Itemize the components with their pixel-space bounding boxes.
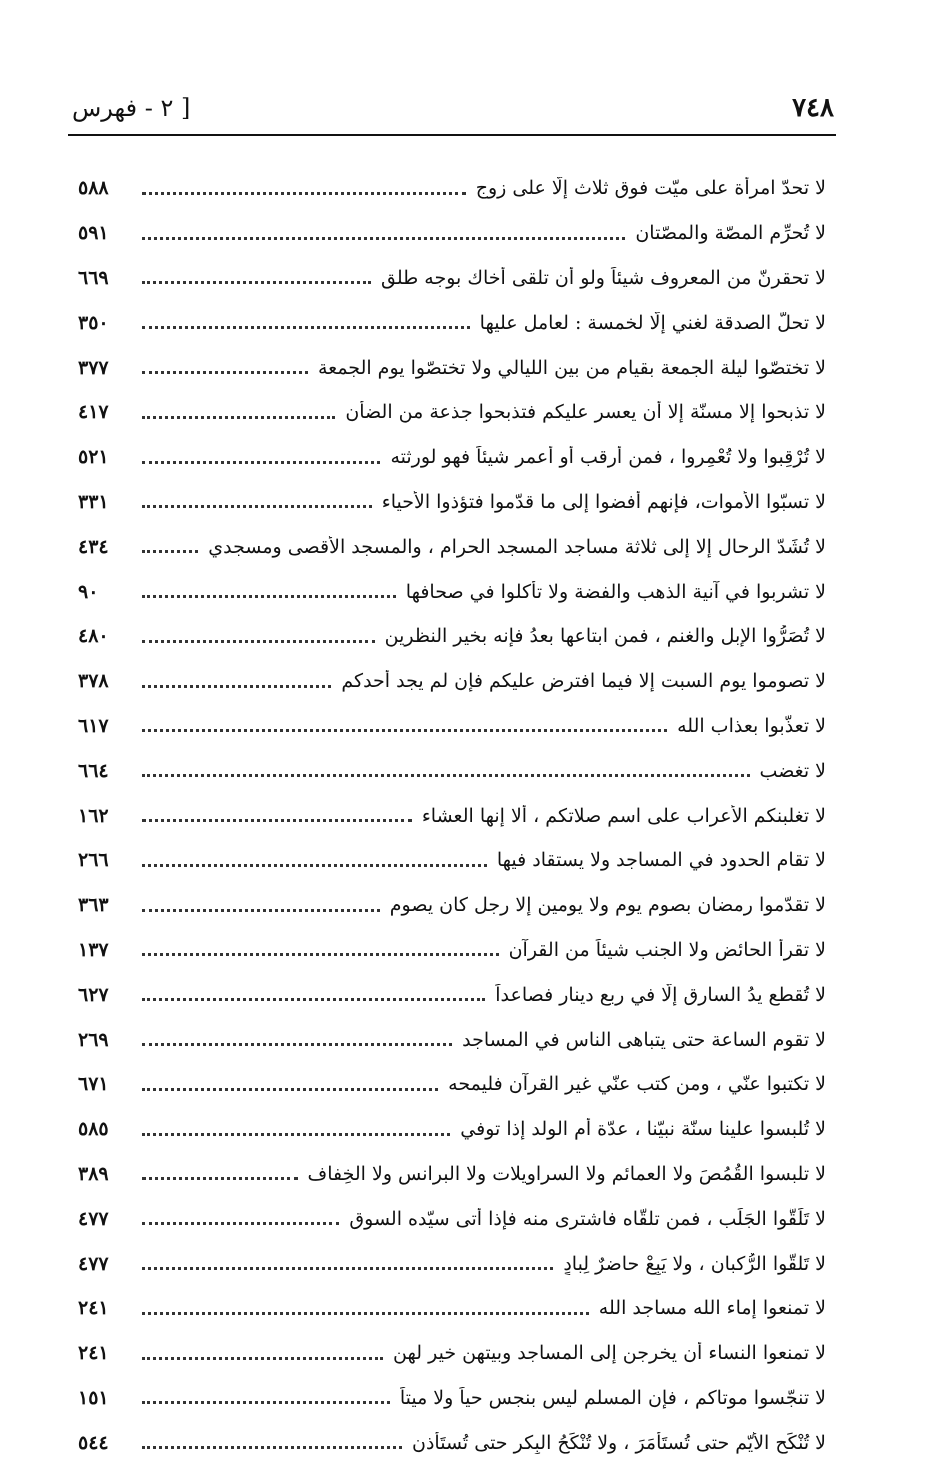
entry-page-number: ١٥١ [78, 1386, 109, 1409]
index-list [78, 166, 826, 1465]
entry-text: لا تغلبنكم الأعراب على اسم صلاتكم ، ألا إنها العشاء [421, 804, 826, 827]
dot-leader [142, 953, 499, 956]
entry-text: لا تُلبسوا علينا سنّة نبيّنا ، عدّة أم الولد إذا توفي [460, 1118, 826, 1141]
dot-leader [142, 237, 625, 240]
entry-page-number: ٢٦٦ [78, 849, 109, 872]
index-entry [78, 1241, 826, 1286]
index-entry [78, 1331, 826, 1376]
dot-leader [142, 1043, 452, 1046]
index-entry [78, 883, 826, 928]
entry-text: لا تغضب [759, 759, 826, 782]
entry-text: لا تقدّموا رمضان بصوم يوم ولا يومين إلا رجل كان يصوم [389, 894, 826, 917]
entry-page-number: ٣٥٠ [78, 311, 109, 334]
dot-leader [142, 505, 372, 508]
dot-leader [142, 864, 487, 867]
entry-page-number: ٤٧٧ [78, 1252, 109, 1275]
header-rule [68, 134, 836, 136]
running-head: [ ٢ - فهرس [72, 94, 191, 122]
index-entry [78, 1286, 826, 1331]
entry-text: لا تقام الحدود في المساجد ولا يستقاد فيها [496, 849, 826, 872]
index-entry [78, 300, 826, 345]
index-entry [78, 972, 826, 1017]
entry-text: لا تنجّسوا موتاكم ، فإن المسلم ليس بنجس حياً ولا ميتاً [399, 1386, 826, 1409]
entry-text: لا تشربوا في آنية الذهب والفضة ولا تأكلوا في صحافها [405, 580, 826, 603]
index-entry [78, 166, 826, 211]
dot-leader [142, 461, 380, 464]
dot-leader [142, 774, 750, 777]
index-entry [78, 345, 826, 390]
entry-text: لا تعذّبوا بعذاب الله [677, 714, 826, 737]
entry-page-number: ٥٢١ [78, 446, 109, 469]
index-entry [78, 256, 826, 301]
dot-leader [142, 1133, 450, 1136]
entry-page-number: ٣٦٣ [78, 894, 109, 917]
dot-leader [142, 640, 375, 643]
index-entry [78, 704, 826, 749]
entry-page-number: ٩٠ [78, 580, 99, 603]
entry-text: لا تُرْقِبوا ولا تُعْمِروا ، فمن أرقب أو أعمر شيئاً فهو لورثته [390, 446, 826, 469]
index-entry [78, 1062, 826, 1107]
entry-page-number: ٤٨٠ [78, 625, 109, 648]
entry-page-number: ٤٧٧ [78, 1207, 109, 1230]
entry-text: لا تذبحوا إلا مسنّة إلا أن يعسر عليكم فتذبحوا جذعة من الضأن [345, 401, 826, 424]
dot-leader [142, 819, 412, 822]
index-entry [78, 524, 826, 569]
dot-leader [142, 281, 371, 284]
entry-text: لا تَلقّوا الرُّكبان ، ولا يَبِعْ حاضرٌ لِبادٍ [563, 1252, 826, 1275]
index-entry [78, 748, 826, 793]
entry-page-number: ٣٣١ [78, 490, 109, 513]
entry-text: لا تحقرنّ من المعروف شيئاً ولو أن تلقى أخاك بوجه طلق [380, 266, 826, 289]
entry-page-number: ٥٨٨ [78, 177, 109, 200]
dot-leader [142, 1357, 383, 1360]
entry-page-number: ٥٨٥ [78, 1118, 109, 1141]
dot-leader [142, 998, 485, 1001]
page-number: ٧٤٨ [792, 93, 834, 123]
index-entry [78, 1376, 826, 1421]
entry-page-number: ١٦٢ [78, 804, 109, 827]
entry-page-number: ٢٦٩ [78, 1028, 109, 1051]
dot-leader [142, 909, 380, 912]
index-entry [78, 569, 826, 614]
index-entry [78, 1420, 826, 1465]
entry-text: لا تحلّ الصدقة لغني إلّا لخمسة : لعامل عليها [479, 311, 826, 334]
entry-page-number: ٦٢٧ [78, 983, 109, 1006]
entry-text: لا تسبّوا الأموات، فإنهم أفضوا إلى ما قدّموا فتؤذوا الأحياء [381, 490, 826, 513]
entry-text: لا تقوم الساعة حتى يتباهى الناس في المساجد [462, 1028, 826, 1051]
entry-page-number: ١٣٧ [78, 938, 109, 961]
dot-leader [142, 550, 198, 553]
entry-page-number: ٣٨٩ [78, 1162, 109, 1185]
dot-leader [142, 595, 396, 598]
entry-text: لا تختصّوا ليلة الجمعة بقيام من بين الليالي ولا تختصّوا يوم الجمعة [317, 356, 826, 379]
dot-leader [142, 1401, 390, 1404]
dot-leader [142, 1222, 339, 1225]
dot-leader [142, 1088, 438, 1091]
entry-page-number: ٢٤١ [78, 1342, 109, 1365]
index-entry [78, 838, 826, 883]
dot-leader [142, 1312, 589, 1315]
dot-leader [142, 1267, 553, 1270]
index-entry [78, 793, 826, 838]
index-entry [78, 928, 826, 973]
index-entry [78, 390, 826, 435]
entry-text: لا تُحرِّم المصّة والمصّتان [635, 222, 826, 245]
entry-page-number: ٤١٧ [78, 401, 109, 424]
index-entry [78, 1196, 826, 1241]
entry-text: لا تمنعوا إماء الله مساجد الله [598, 1297, 826, 1320]
dot-leader [142, 326, 470, 329]
dot-leader [142, 192, 466, 195]
index-entry [78, 480, 826, 525]
index-entry [78, 1152, 826, 1197]
dot-leader [142, 1446, 402, 1449]
entry-page-number: ٥٩١ [78, 222, 109, 245]
entry-page-number: ٣٧٨ [78, 670, 109, 693]
entry-text: لا تُقطع يدُ السارق إلّا في ربع دينار فصاعداً [495, 983, 826, 1006]
entry-text: لا تُشَدّ الرحال إلا إلى ثلاثة مساجد المسجد الحرام ، والمسجد الأقصى ومسجدي [208, 535, 826, 558]
entry-text: لا تقرأ الحائض ولا الجنب شيئاً من القرآن [508, 938, 826, 961]
entry-text: لا تصوموا يوم السبت إلا فيما افترض عليكم فإن لم يجد أحدكم [341, 670, 826, 693]
entry-page-number: ٦٦٩ [78, 266, 109, 289]
entry-text: لا تكتبوا عنّي ، ومن كتب عنّي غير القرآن فليمحه [448, 1073, 826, 1096]
index-entry [78, 1017, 826, 1062]
entry-text: لا تلبسوا القُمُصَ ولا العمائم ولا السراويلات ولا البرانس ولا الخِفاف [307, 1162, 826, 1185]
dot-leader [142, 1177, 298, 1180]
entry-page-number: ٦٦٤ [78, 759, 109, 782]
dot-leader [142, 416, 335, 419]
entry-page-number: ٥٤٤ [78, 1431, 109, 1454]
dot-leader [142, 371, 308, 374]
index-entry [78, 1107, 826, 1152]
entry-text: لا تَلَقَّوا الجَلَب ، فمن تلقّاه فاشترى منه فإذا أتى سيّده السوق [349, 1207, 826, 1230]
index-entry [78, 211, 826, 256]
index-entry [78, 659, 826, 704]
entry-text: لا تُنْكَح الأيّم حتى تُستَأْمَرَ ، ولا تُنْكَحُ البِكر حتى تُستَأذن [412, 1431, 826, 1454]
entry-page-number: ٦٧١ [78, 1073, 109, 1096]
dot-leader [142, 685, 331, 688]
entry-page-number: ٤٣٤ [78, 535, 109, 558]
entry-text: لا تحدّ امرأة على ميّت فوق ثلاث إلّا على زوج [475, 177, 826, 200]
entry-text: لا تُصَرُّوا الإبل والغنم ، فمن ابتاعها بعدُ فإنه بخير النظرين [384, 625, 826, 648]
entry-page-number: ٢٤١ [78, 1297, 109, 1320]
index-entry [78, 435, 826, 480]
entry-text: لا تمنعوا النساء أن يخرجن إلى المساجد وبيتهن خير لهن [393, 1342, 826, 1365]
dot-leader [142, 729, 667, 732]
index-entry [78, 614, 826, 659]
page-header [72, 88, 834, 128]
entry-page-number: ٣٧٧ [78, 356, 109, 379]
entry-page-number: ٦١٧ [78, 714, 109, 737]
